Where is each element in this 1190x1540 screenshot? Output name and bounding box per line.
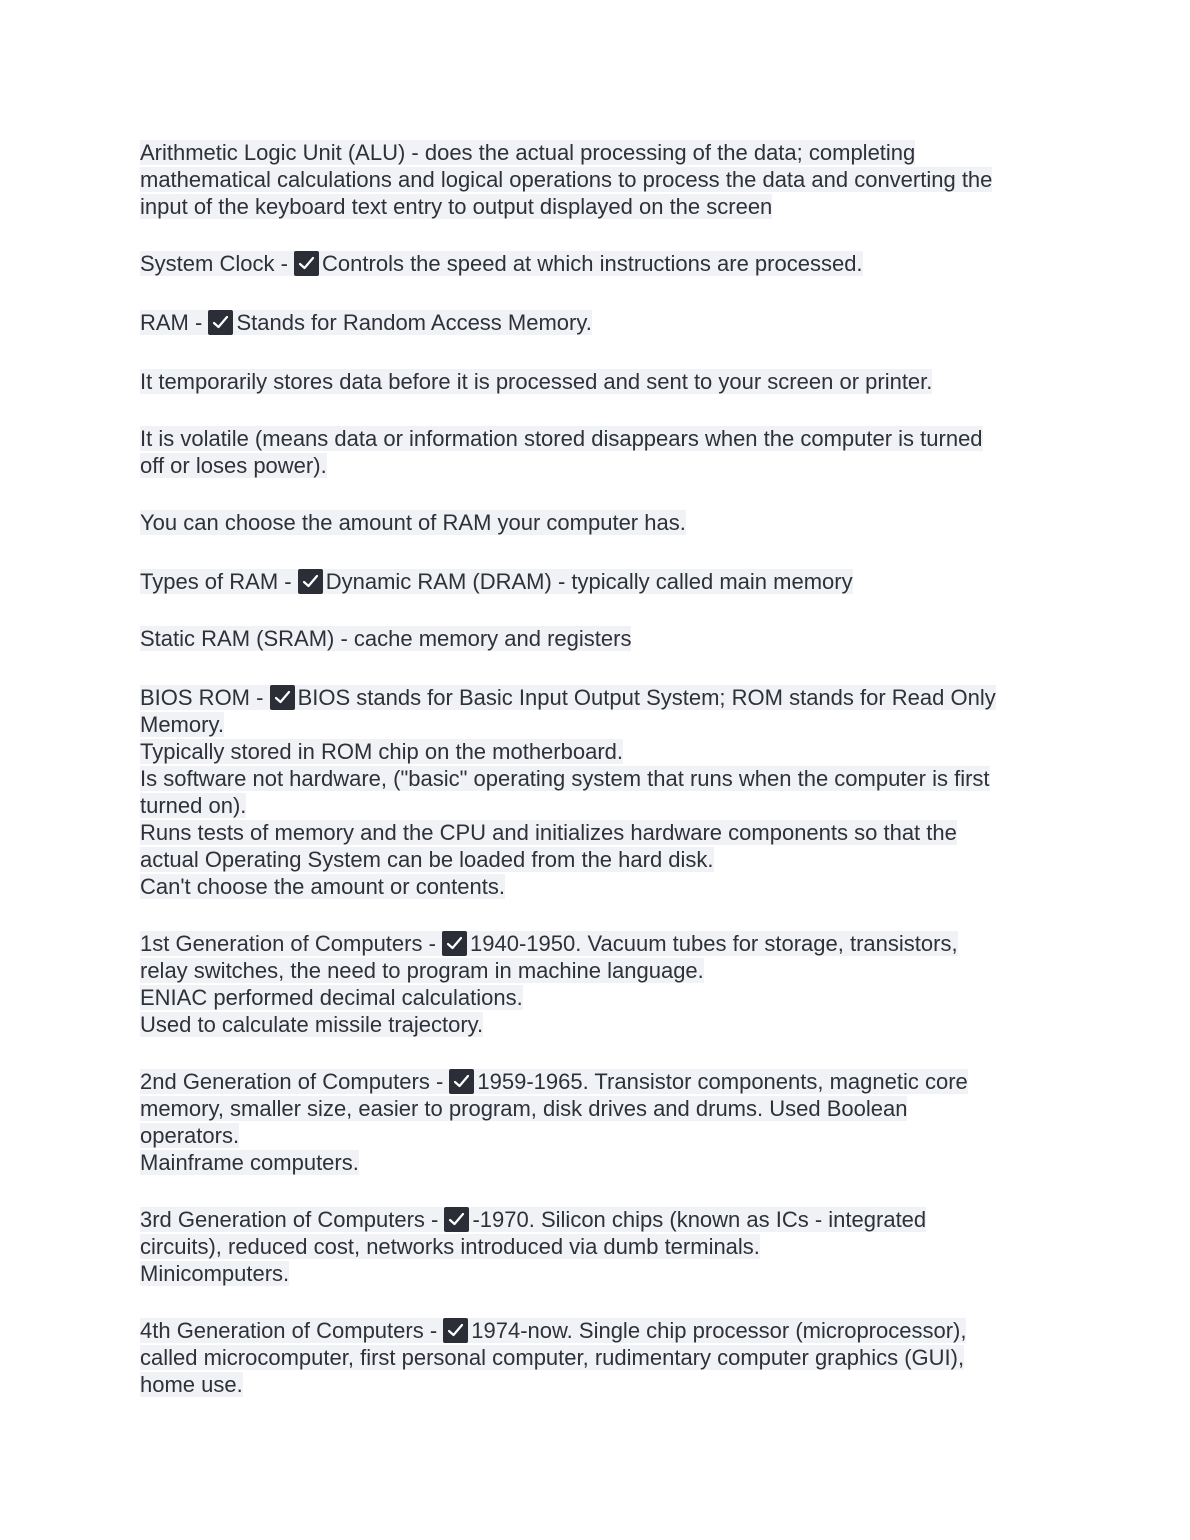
gen3-term: 3rd Generation of Computers -	[140, 1207, 445, 1232]
check-box-icon	[298, 569, 323, 594]
bios-section	[140, 684, 1052, 900]
alu-line: mathematical calculations and logical operations to process the data and converting the	[140, 167, 993, 192]
ram-text: off or loses power).	[140, 453, 327, 478]
alu-section	[140, 139, 1052, 220]
ram-types-definition: Dynamic RAM (DRAM) - typically called main memory	[325, 569, 853, 594]
gen1-line: Used to calculate missile trajectory.	[140, 1012, 484, 1037]
check-box-icon	[442, 931, 467, 956]
ram-types-text: Static RAM (SRAM) - cache memory and registers	[140, 626, 632, 651]
gen4-line: called microcomputer, first personal computer, rudimentary computer graphics (GUI),	[140, 1345, 965, 1370]
check-box-icon	[449, 1069, 474, 1094]
check-box-icon	[208, 310, 233, 335]
bios-definition: BIOS stands for Basic Input Output System; ROM stands for Read Only	[297, 685, 996, 710]
ram-paragraph	[140, 368, 1052, 395]
gen1-section	[140, 930, 1052, 1038]
ram-types-section	[140, 568, 1052, 595]
gen1-line: relay switches, the need to program in machine language.	[140, 958, 704, 983]
ram-term: RAM -	[140, 310, 209, 335]
bios-line: Is software not hardware, ("basic" operating system that runs when the computer is first	[140, 766, 990, 791]
check-box-icon	[294, 251, 319, 276]
ram-section	[140, 309, 1052, 336]
bios-line: Memory.	[140, 712, 224, 737]
gen3-definition: -1970. Silicon chips (known as ICs - integrated	[472, 1207, 927, 1232]
document-page	[140, 139, 1052, 1428]
ram-text: It temporarily stores data before it is processed and sent to your screen or printer.	[140, 369, 933, 394]
system-clock-section	[140, 250, 1052, 277]
ram-types-term: Types of RAM -	[140, 569, 298, 594]
check-box-icon	[444, 1207, 469, 1232]
gen2-section	[140, 1068, 1052, 1176]
ram-paragraph	[140, 509, 1052, 536]
ram-paragraph	[140, 425, 1052, 479]
check-box-icon	[443, 1318, 468, 1343]
gen2-line: memory, smaller size, easier to program, disk drives and drums. Used Boolean	[140, 1096, 908, 1121]
ram-text: It is volatile (means data or information stored disappears when the computer is turned	[140, 426, 983, 451]
gen2-line: Mainframe computers.	[140, 1150, 359, 1175]
gen4-term: 4th Generation of Computers -	[140, 1318, 444, 1343]
gen2-term: 2nd Generation of Computers -	[140, 1069, 450, 1094]
ram-text: You can choose the amount of RAM your computer has.	[140, 510, 686, 535]
alu-line: Arithmetic Logic Unit (ALU) - does the actual processing of the data; completing	[140, 140, 916, 165]
gen1-term: 1st Generation of Computers -	[140, 931, 443, 956]
gen2-definition: 1959-1965. Transistor components, magnetic core	[477, 1069, 968, 1094]
gen3-line: circuits), reduced cost, networks introduced via dumb terminals.	[140, 1234, 760, 1259]
gen4-definition: 1974-now. Single chip processor (microprocessor),	[471, 1318, 967, 1343]
bios-line: Can't choose the amount or contents.	[140, 874, 505, 899]
gen4-section	[140, 1317, 1052, 1398]
gen4-line: home use.	[140, 1372, 243, 1397]
ram-definition: Stands for Random Access Memory.	[236, 310, 592, 335]
bios-line: turned on).	[140, 793, 247, 818]
bios-line: Typically stored in ROM chip on the motherboard.	[140, 739, 624, 764]
gen1-line: ENIAC performed decimal calculations.	[140, 985, 523, 1010]
gen3-section	[140, 1206, 1052, 1287]
gen1-definition: 1940-1950. Vacuum tubes for storage, transistors,	[470, 931, 958, 956]
alu-line: input of the keyboard text entry to output displayed on the screen	[140, 194, 773, 219]
gen2-line: operators.	[140, 1123, 240, 1148]
ram-types-paragraph	[140, 625, 1052, 652]
system-clock-term: System Clock -	[140, 251, 295, 276]
gen3-line: Minicomputers.	[140, 1261, 290, 1286]
bios-line: actual Operating System can be loaded from the hard disk.	[140, 847, 714, 872]
check-box-icon	[270, 685, 295, 710]
system-clock-definition: Controls the speed at which instructions are processed.	[322, 251, 863, 276]
bios-term: BIOS ROM -	[140, 685, 270, 710]
bios-line: Runs tests of memory and the CPU and initializes hardware components so that the	[140, 820, 957, 845]
